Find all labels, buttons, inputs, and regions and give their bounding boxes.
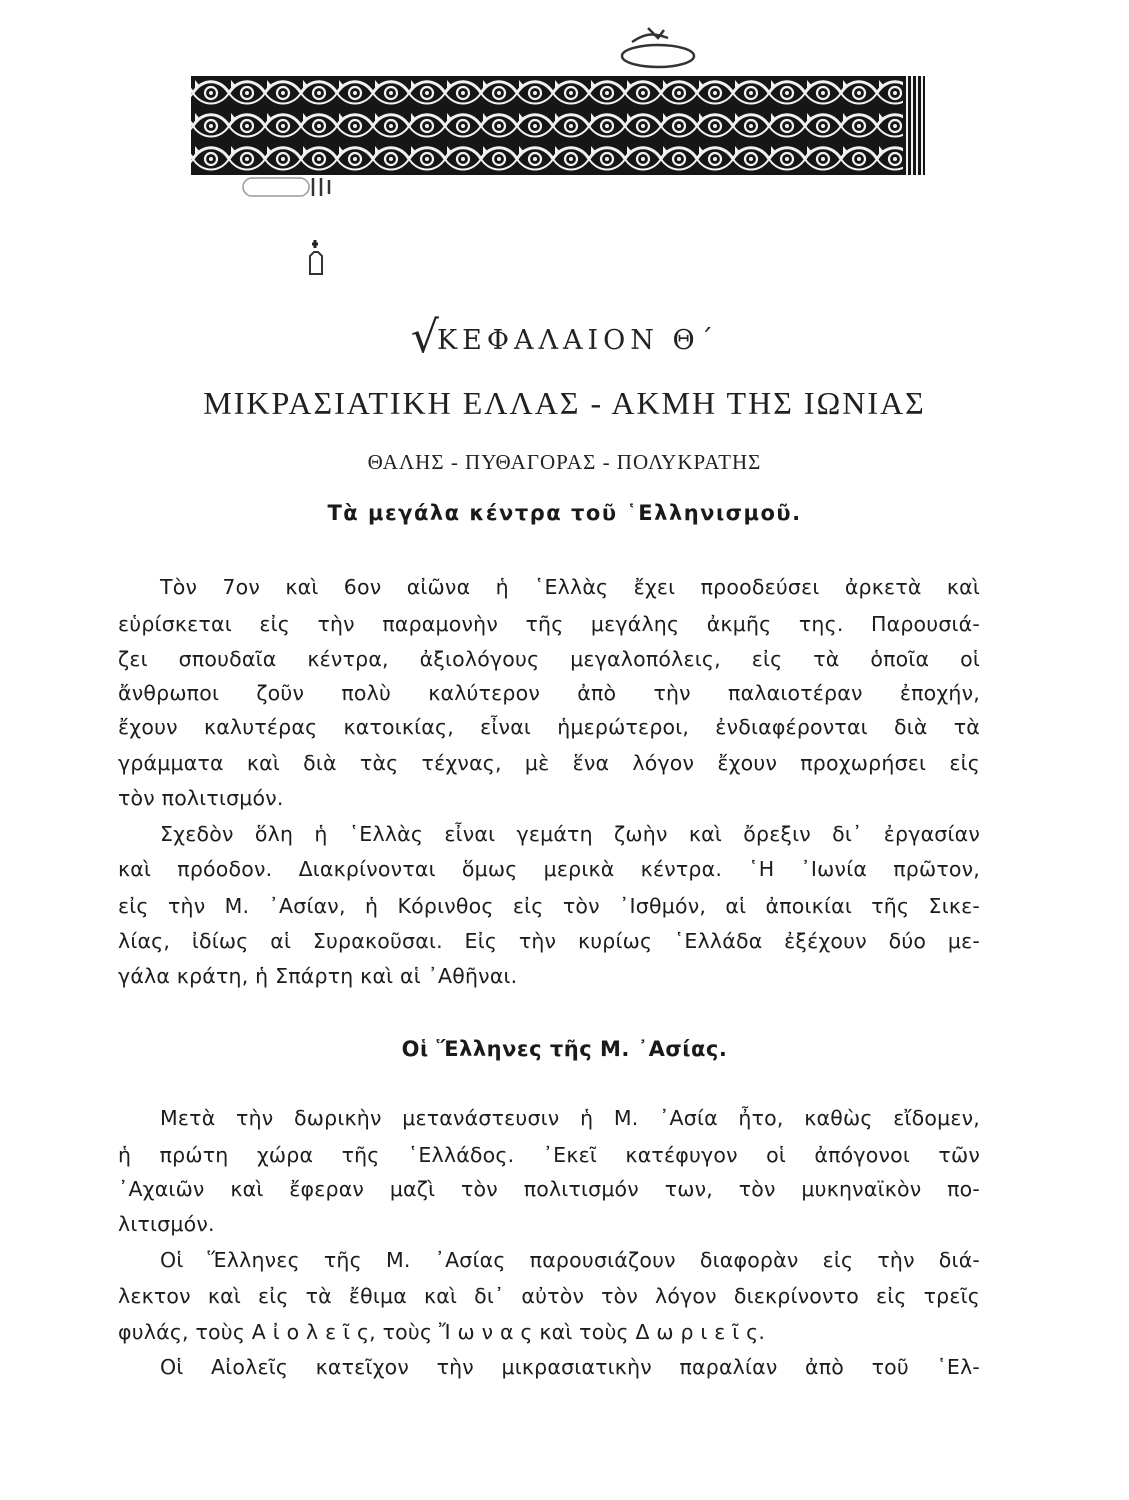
text-line: γάλα κράτη, ἡ Σπάρτη καὶ αἱ ᾿Αθῆναι. — [118, 964, 518, 988]
ornamental-header-band — [191, 76, 925, 175]
section-heading: Οἱ Ἕλληνες τῆς Μ. ᾿Ασίας. — [401, 1037, 728, 1061]
text-line: γράμματα καὶ διὰ τὰς τέχνας, μὲ ἕνα λόγον ἔχουν προχωρήσει εἰς — [118, 751, 980, 775]
text-line: Οἱ Αἰολεῖς κατεῖχον τὴν μικρασιατικὴν παραλίαν ἀπὸ τοῦ ῾Ελ- — [160, 1355, 980, 1379]
paper-clip-mark — [241, 172, 341, 202]
text-line: λίας, ἰδίως αἱ Συρακοῦσαι. Εἰς τὴν κυρίως ῾Ελλάδα ἐξέχουν δύο με- — [118, 929, 980, 953]
chapter-text: ΚΕΦΑΛΑΙΟΝ Θ΄ — [436, 325, 719, 356]
text-line: καὶ πρόοδον. Διακρίνονται ὅμως μερικὰ κέντρα. ῾Η ᾿Ιωνία πρῶτον, — [118, 857, 980, 881]
text-line: εἰς τὴν Μ. ᾿Ασίαν, ἡ Κόρινθος εἰς τὸν ᾿Ισθμόν, αἱ ἀποικίαι τῆς Σικε- — [118, 894, 980, 918]
text-line: λιτισμόν. — [118, 1212, 215, 1236]
hatched-edge — [903, 76, 925, 175]
page-subtitle: ΘΑΛΗΣ - ΠΥΘΑΓΟΡΑΣ - ΠΟΛΥΚΡΑΤΗΣ — [367, 450, 762, 474]
text-line: ἄνθρωποι ζοῦν πολὺ καλύτερον ἀπὸ τὴν παλαιοτέραν ἐποχήν, — [118, 681, 980, 705]
text-line: λεκτον καὶ εἰς τὰ ἔθιμα καὶ δι᾿ αὐτὸν τὸν λόγον διεκρίνοντο εἰς τρεῖς — [118, 1284, 980, 1308]
wave-pattern — [191, 76, 903, 175]
page-title: ΜΙΚΡΑΣΙΑΤΙΚΗ ΕΛΛΑΣ - ΑΚΜΗ ΤΗΣ ΙΩΝΙΑΣ — [203, 385, 926, 421]
text-line: ζει σπουδαῖα κέντρα, ἀξιολόγους μεγαλοπόλεις, εἰς τὰ ὁποῖα οἱ — [118, 647, 980, 671]
text-line: Οἱ Ἕλληνες τῆς Μ. ᾿Ασίας παρουσιάζουν διαφορὰν εἰς τὴν διά- — [160, 1248, 980, 1272]
text-line: τὸν πολιτισμόν. — [118, 786, 284, 810]
text-line: ἔχουν καλυτέρας κατοικίας, εἶναι ἡμερώτεροι, ἐνδιαφέρονται διὰ τὰ — [118, 715, 980, 739]
text-line: ἡ πρώτη χώρα τῆς ῾Ελλάδος. ᾿Εκεῖ κατέφυγον οἱ ἀπόγονοι τῶν — [118, 1143, 980, 1167]
text-line: Σχεδὸν ὅλη ἡ ῾Ελλὰς εἶναι γεμάτη ζωὴν καὶ ὄρεξιν δι᾿ ἐργασίαν — [160, 822, 980, 846]
check-mark: √ — [410, 312, 439, 363]
section-heading: Τὰ μεγάλα κέντρα τοῦ ῾Ελληνισμοῦ. — [327, 501, 802, 525]
text-line: ᾿Αχαιῶν καὶ ἔφεραν μαζὶ τὸν πολιτισμόν των, τὸν μυκηναϊκὸν πο- — [118, 1177, 980, 1201]
text-line: Τὸν 7ον καὶ 6ον αἰῶνα ἡ ῾Ελλὰς ἔχει προοδεύσει ἀρκετὰ καὶ — [160, 575, 980, 599]
text-line: Μετὰ τὴν δωρικὴν μετανάστευσιν ἡ Μ. ᾿Ασία ἦτο, καθὼς εἴδομεν, — [160, 1106, 980, 1130]
chapter-label — [0, 312, 1129, 363]
ink-bottle-mark — [304, 240, 328, 280]
text-line: εὑρίσκεται εἰς τὴν παραμονὴν τῆς μεγάλης ἀκμῆς της. Παρουσιά- — [118, 612, 980, 636]
pencil-mark — [612, 20, 702, 70]
text-line: φυλάς, τοὺς Α ἰ ο λ ε ῖ ς, τοὺς Ἴ ω ν α ς καὶ τοὺς Δ ω ρ ι ε ῖ ς. — [118, 1320, 766, 1344]
